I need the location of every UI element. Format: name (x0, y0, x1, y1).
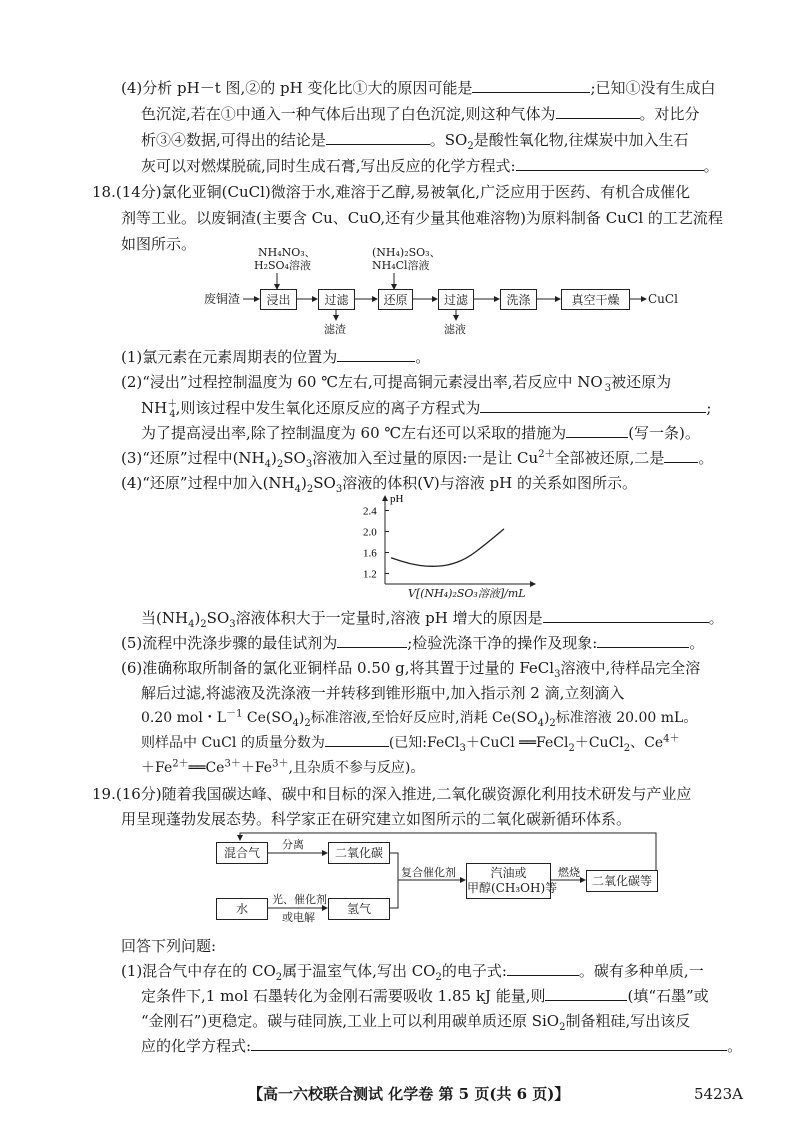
reagent1-line2: H₂SO₄溶液 (254, 259, 311, 272)
q18-p1: (1)氯元素在元素周期表的位置为 。 (121, 348, 431, 366)
q19-p1-line4: 应的化学方程式: 。 (141, 1037, 743, 1055)
q18-p6-line5: $+Fe^{2+}══Ce^{3+}+Fe^{3+}$,且杂质不参与反应)。 (141, 758, 425, 776)
flow2-co2-etc: 二氧化碳等 (586, 870, 658, 892)
chart-ytick-label: 2.0 (363, 526, 377, 539)
q19-line2: 用呈现蓬勃发展态势。科学家正在研究建立如图所示的二氧化碳新循环体系。 (121, 810, 632, 828)
chart-ytick-label: 2.4 (363, 505, 377, 518)
q18-line3: 如图所示。 (121, 235, 197, 253)
q17-line3: 析③④数据,可得出的结论是 。$SO_2$是酸性氧化物,往煤炭中加入生石 (141, 131, 689, 152)
chart-xlabel: V[(NH₄)₂SO₃溶液]/mL (408, 587, 526, 600)
flow2-hydrogen: 氢气 (328, 898, 390, 920)
flow1-start: 废铜渣 (204, 292, 241, 306)
flow2-co2: 二氧化碳 (328, 842, 390, 864)
q18-p5: (5)流程中洗涤步骤的最佳试剂为 ;检验洗涤干净的操作及现象: 。 (121, 634, 705, 652)
q18-p6-line2: 解后过滤,将滤液及洗涤液一并转移到锥形瓶中,加入指示剂 2 滴,立刻滴入 (141, 684, 625, 702)
flow2-electrolysis: 或电解 (282, 911, 315, 924)
flow-step-dry: 真空干燥 (561, 289, 630, 310)
flow2-water: 水 (216, 898, 268, 920)
q18-p2-line1: (2)“浸出”过程控制温度为 60 ℃左右,可提高铜元素浸出率,若反应中 $NO^-_3$被还原为 (121, 373, 672, 394)
q18-p6-line1: (6)准确称取所制备的氯化亚铜样品 0.50 g,将其置于过量的 FeCl$_3$溶液中,待样品完全溶 (121, 659, 701, 680)
flow2-separate: 分离 (282, 838, 304, 851)
q18-p2-line3: 为了提高浸出率,除了控制温度为 60 ℃左右还可以采取的措施为 (写一条)。 (141, 424, 700, 442)
q18-p6-line4: 则样品中 CuCl 的质量分数为 (已知:FeCl$_3$＋CuCl ══FeCl$_2$＋CuCl$_2$、$Ce^{4+}$ (141, 733, 680, 754)
q17-line4: 灰可以对燃煤脱硫,同时生成石膏,写出反应的化学方程式: 。 (141, 157, 719, 175)
flow1-end: CuCl (648, 292, 678, 306)
q19-p1-line3: “金刚石”)更稳定。碳与硅同族,工业上可以利用碳单质还原 SiO$_2$制备粗硅,写出该反 (141, 1012, 691, 1033)
footer-title: 【高一六校联合测试 化学卷 第 5 页(共 6 页)】 (248, 1085, 570, 1103)
flow2-light-catalyst: 光、催化剂 (272, 893, 327, 906)
q18-p4-line1: (4)“还原”过程中加入$(NH_4)_2SO_3$溶液的体积(V)与溶液 pH 的关系如图所示。 (121, 474, 637, 495)
q19-p1-line1: (1)混合气中存在的 $CO_2$属于温室气体,写出 $CO_2$的电子式: 。碳有多种单质,一 (121, 962, 704, 983)
flow-step-filter1: 过滤 (318, 289, 355, 310)
flow-step-filter2: 过滤 (438, 289, 474, 310)
flow-step-leach: 浸出 (260, 289, 297, 310)
q19-ask: 回答下列问题: (121, 937, 217, 955)
q17-line2: 色沉淀,若在①中通入一种气体后出现了白色沉淀,则这种气体为 。对比分 (141, 105, 700, 123)
flow2-products: 汽油或 甲醇(CH₃OH)等 (466, 863, 551, 899)
footer-code: 5423A (694, 1085, 744, 1103)
q18-p6-line3: 0.20 mol・$L^{-1}$ $Ce(SO_4)_2$标准溶液,至恰好反应时,消耗 $Ce(SO_4)_2$标准溶液 20.00 mL。 (141, 708, 698, 729)
chart-ytick-label: 1.6 (363, 547, 377, 560)
flow-out-filtrate: 滤液 (444, 323, 466, 336)
reagent1-line1: NH₄NO₃、 (258, 246, 316, 259)
chart-ylabel: pH (390, 493, 404, 505)
q18-p2-line2: $NH^+_4$,则该过程中发生氧化还原反应的离子方程式为 ; (141, 399, 712, 420)
chart-ytick-label: 1.2 (363, 568, 377, 581)
flow2-burn: 燃烧 (558, 866, 580, 879)
q18-p3: (3)“还原”过程中$(NH_4)_2SO_3$溶液加入至过量的原因:一是让 $Cu^{2+}$全部被还原,二是 。 (121, 449, 714, 470)
q19-head: 19.(16分)随着我国碳达峰、碳中和目标的深入推进,二氧化碳资源化利用技术研发与产业应 (92, 785, 692, 803)
q18-head: 18.(14分)氯化亚铜(CuCl)微溶于水,难溶于乙醇,易被氧化,广泛应用于医药、有机合成催化 (92, 183, 691, 201)
q18-line2: 剂等工业。以废铜渣(主要含 Cu、CuO,还有少量其他难溶物)为原料制备 CuCl 的工艺流程 (121, 209, 723, 227)
q18-p4-line2: 当$(NH_4)_2SO_3$溶液体积大于一定量时,溶液 pH 增大的原因是 。 (141, 609, 724, 630)
q17-line1: (4)分析 pH－t 图,②的 pH 变化比①大的原因可能是 ;已知①没有生成白 (121, 79, 716, 97)
flow2-mixed-gas: 混合气 (216, 842, 268, 864)
flow2-catalyst: 复合催化剂 (401, 866, 456, 879)
reagent2-line1: (NH₄)₂SO₃、 (372, 246, 441, 259)
q19-p1-line2: 定条件下,1 mol 石墨转化为金刚石需要吸收 1.85 kJ 能量,则 (填“石墨”或 (141, 987, 709, 1005)
flow-step-reduce: 还原 (378, 289, 413, 310)
flow-out-residue: 滤渣 (324, 323, 346, 336)
reagent2-line2: NH₄Cl溶液 (372, 259, 430, 272)
flow-step-wash: 洗涤 (500, 289, 537, 310)
